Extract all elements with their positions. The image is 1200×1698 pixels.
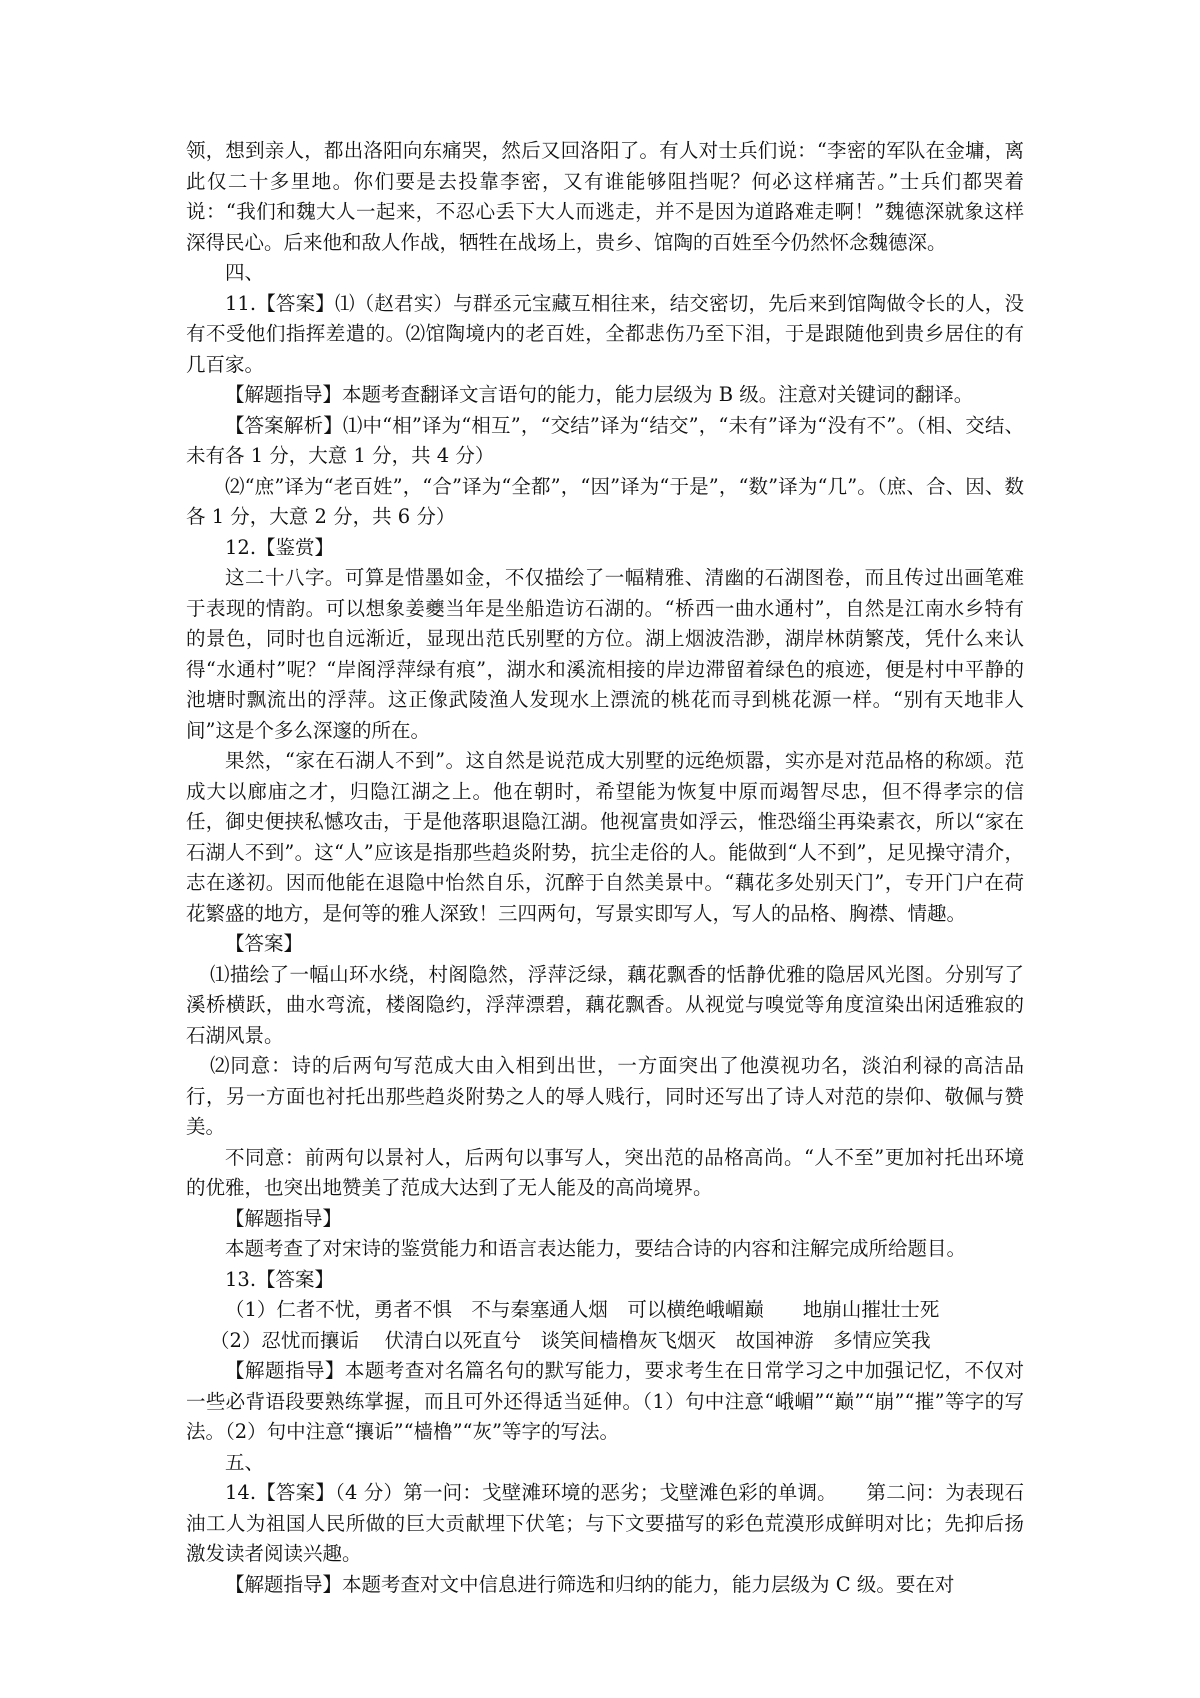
q12-appreciation-1: 这二十八字。可算是惜墨如金，不仅描绘了一幅精雅、清幽的石湖图卷，而且传过出画笔难于表现的情韵。可以想象姜夔当年是坐船造访石湖的。“桥西一曲水通村”，自然是江南水乡特有的景色，同时也自远渐近，显现出范氏别墅的方位。湖上烟波浩渺，湖岸林荫繁茂，凭什么来认得“水通村”呢？“岸阁浮萍绿有痕”，湖水和溪流相接的岸边滞留着绿色的痕迹，便是村中平静的池塘时飘流出的浮萍。这正像武陵渔人发现水上漂流的桃花而寻到桃花源一样。“别有天地非人间”这是个多么深邃的所在。 <box>186 566 1024 742</box>
q14-guidance: 【解题指导】本题考查对文中信息进行筛选和归纳的能力，能力层级为 C 级。要在对 <box>225 1572 955 1596</box>
q14-answer: 14.【答案】（4 分）第一问：戈壁滩环境的恶劣；戈壁滩色彩的单调。 第二问：为表现石油工人为祖国人民所做的巨大贡献埋下伏笔；与下文要描写的彩色荒漠形成鲜明对比；先抑后扬激发读者阅读兴趣。 <box>186 1481 1024 1565</box>
q13-answer-2: （2）忍忧而攘诟 伏清白以死直兮 谈笑间樯橹灰飞烟灭 故国神游 多情应笑我 <box>210 1328 931 1352</box>
answer-key-body <box>186 136 1024 1600</box>
q12-guidance: 本题考查了对宋诗的鉴赏能力和语言表达能力，要结合诗的内容和注解完成所给题目。 <box>225 1237 967 1260</box>
paragraph-translation-end: 领，想到亲人，都出洛阳向东痛哭，然后又回洛阳了。有人对士兵们说：“李密的军队在金墉，离此仅二十多里地。你们要是去投靠李密，又有谁能够阻挡呢？何必这样痛苦。”士兵们都哭着说：“我们和魏大人一起来，不忍心丢下大人而逃走，并不是因为道路难走啊！”魏德深就象这样深得民心。后来他和敌人作战，牺牲在战场上，贵乡、馆陶的百姓至今仍然怀念魏德深。 <box>186 139 1024 254</box>
q13-answer-1: （1）仁者不忧，勇者不惧 不与秦塞通人烟 可以横绝峨嵋巅 地崩山摧壮士死 <box>225 1298 940 1321</box>
q11-analysis-1: 【答案解析】⑴中“相”译为“相互”，“交结”译为“结交”，“未有”译为“没有不”。（相、交结、未有各 1 分，大意 1 分，共 4 分） <box>186 413 1024 467</box>
q12-heading: 12.【鉴赏】 <box>225 535 335 559</box>
section-heading-five: 五、 <box>225 1450 265 1474</box>
q11-guidance: 【解题指导】本题考查翻译文言语句的能力，能力层级为 B 级。注意对关键词的翻译。 <box>225 383 974 406</box>
section-heading-four: 四、 <box>225 261 265 284</box>
q12-answer-1: ⑴描绘了一幅山环水绕，村阁隐然，浮萍泛绿，藕花飘香的恬静优雅的隐居风光图。分别写了溪桥横跃，曲水弯流，楼阁隐约，浮萍漂碧，藕花飘香。从视觉与嗅觉等角度渲染出闲适雅寂的石湖风景。 <box>186 962 1024 1047</box>
q11-analysis-2: ⑵“庶”译为“老百姓”，“合”译为“全都”，“因”译为“于是”，“数”译为“几”。（庶、合、因、数各 1 分，大意 2 分，共 6 分） <box>186 474 1024 528</box>
q12-answer-2-disagree: 不同意：前两句以景衬人，后两句以事写人，突出范的品格高尚。“人不至”更加衬托出环境的优雅，也突出地赞美了范成大达到了无人能及的高尚境界。 <box>186 1145 1024 1199</box>
q13-guidance: 【解题指导】本题考查对名篇名句的默写能力，要求考生在日常学习之中加强记忆，不仅对一些必背语段要熟练掌握，而且可外还得适当延伸。（1）句中注意“峨嵋”“巅”“崩”“摧”等字的写法。（2）句中注意“攘诟”“樯橹”“灰”等字的写法。 <box>186 1359 1024 1443</box>
q12-answer-heading: 【答案】 <box>225 932 304 955</box>
q12-appreciation-2: 果然，“家在石湖人不到”。这自然是说范成大别墅的远绝烦嚣，实亦是对范品格的称颂。范成大以廊庙之才，归隐江湖之上。他在朝时，希望能为恢复中原而竭智尽忠，但不得孝宗的信任，御史便挟私憾攻击，于是他落职退隐江湖。他视富贵如浮云，惟恐缁尘再染素衣，所以“家在石湖人不到”。这“人”应该是指那些趋炎附势，抗尘走俗的人。能做到“人不到”，足见操守清介，志在遂初。因而他能在退隐中怡然自乐，沉醉于自然美景中。“藕花多处别天门”，专开门户在荷花繁盛的地方，是何等的雅人深致！三四两句，写景实即写人，写人的品格、胸襟、情趣。 <box>186 749 1024 925</box>
q12-guidance-heading: 【解题指导】 <box>225 1206 343 1230</box>
q13-heading: 13.【答案】 <box>225 1267 335 1291</box>
q11-answer: 11.【答案】⑴（赵君实）与群丞元宝藏互相往来，结交密切，先后来到馆陶做令长的人，没有不受他们指挥差遣的。⑵馆陶境内的老百姓，全都悲伤乃至下泪，于是跟随他到贵乡居住的有几百家。 <box>186 291 1024 376</box>
q12-answer-2-agree: ⑵同意：诗的后两句写范成大由入相到出世，一方面突出了他漠视功名，淡泊利禄的高洁品行，另一方面也衬托出那些趋炎附势之人的辱人贱行，同时还写出了诗人对范的崇仰、敬佩与赞美。 <box>186 1054 1024 1138</box>
